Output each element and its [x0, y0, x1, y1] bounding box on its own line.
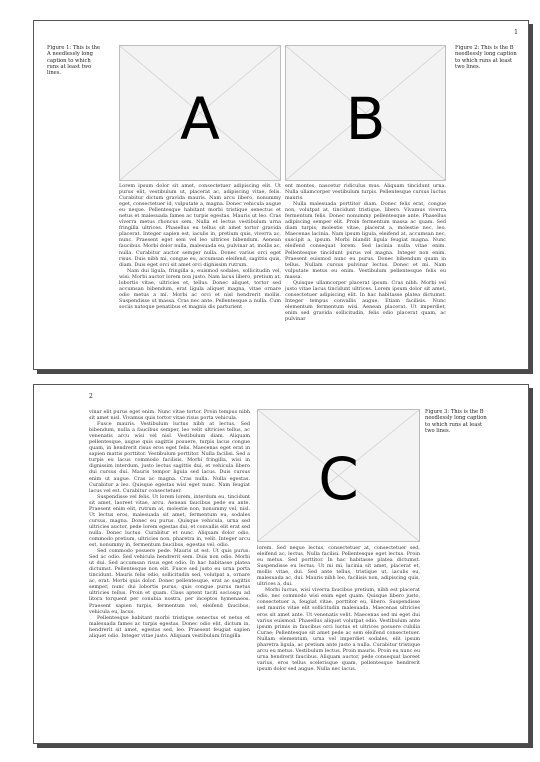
- figure-c: [257, 409, 420, 542]
- document-page-2: [33, 384, 529, 744]
- paragraph: Lorem ipsum dolor sit amet, consectetuer adipiscing elit. Ut purus elit, vestibulum ut, placerat ac, adipiscing vitae, felis. Curabitur dictum gravida mauris. Nam arcu libero, nonummy eget, consectetuer id, vulputate a, magna. Donec vehicula augue eu neque. Pellentesque habitant morbi tristique senectus et netus et malesuada fames ac turpis egestas. Mauris ut leo. Cras viverra metus rhoncus sem. Nulla et lectus vestibulum urna fringilla ultrices. Phasellus eu tellus sit amet tortor gravida placerat. Integer sapien est, iaculis in, pretium quis, viverra ac, nunc. Praesent eget sem vel leo ultrices bibendum. Aenean faucibus. Morbi dolor nulla, malesuada eu, pulvinar at, mollis ac, nulla. Curabitur auctor semper nulla. Donec varius orci eget risus. Duis nibh mi, congue eu, accumsan eleifend, sagittis quis, diam. Duis eget orci sit amet orci dignissim rutrum.: [119, 183, 281, 268]
- paragraph: ent montes, nascetur ridiculus mus. Aliquam tincidunt urna. Nulla ullamcorper vestibulum turpis. Pellentesque cursus luctus mauris.: [285, 183, 446, 202]
- figure-b-letter: B: [345, 85, 386, 153]
- figure-c-caption: Figure 3: This is the B needlessly long caption to which runs at least two lines.: [425, 409, 487, 434]
- paragraph: Suspendisse vel felis. Ut lorem lorem, interdum eu, tincidunt sit amet, laoreet vitae, arcu. Aenean faucibus pede eu ante. Praesent enim elit, rutrum at, molestie non, nonummy vel, nisl. Ut lectus eros, malesuada sit amet, fermentum eu, sodales cursus, magna. Donec eu purus. Quisque vehicula, urna sed ultricies auctor, pede lorem egestas dui, et convallis elit erat sed nulla. Donec luctus. Curabitur et nunc. Aliquam dolor odio, commodo pretium, ultricies non, pharetra in, velit. Integer arcu est, nonummy in, fermentum faucibus, egestas vel, odio.: [89, 493, 250, 549]
- text-column-right: [285, 183, 446, 367]
- paragraph: Morbi luctus, wisi viverra faucibus pretium, nibh est placerat odio, nec commodo wisi enim eget quam. Quisque libero justo, consectetuer a, feugiat vitae, porttitor eu, libero. Suspendisse sed mauris vitae elit sollicitudin malesuada. Maecenas ultricies eros sit amet ante. Ut venenatis velit. Maecenas sed mi eget dui varius euismod. Phasellus aliquet volutpat odio. Vestibulum ante ipsum primis in faucibus orci luctus et ultrices posuere cubilia Curae; Pellentesque sit amet pede ac sem eleifend consectetuer. Nullam elementum, urna vel imperdiet sodales, elit ipsum pharetra ligula, ac pretium ante justo a nulla. Curabitur tristique arcu eu metus. Vestibulum lectus. Proin mauris. Proin eu nunc eu urna hendrerit faucibus. Aliquam auctor, pede consequat laoreet varius, eros tellus scelerisque quam, pellentesque hendrerit ipsum dolor sed augue. Nulla nec lacus.: [257, 587, 420, 672]
- document-page-1: [33, 20, 529, 370]
- figure-b: [285, 45, 446, 181]
- figure-a-caption: Figure 1: This is the A needlessly long caption to which runs at least two lines.: [47, 45, 101, 77]
- page-number: 2: [89, 393, 93, 400]
- paragraph: vinar elit purus eget enim. Nunc vitae tortor. Proin tempus nibh sit amet nisl. Vivamus quis tortor vitae risus porta vehicula.: [89, 409, 250, 422]
- figure-c-letter: C: [318, 445, 359, 513]
- paragraph: Pellentesque habitant morbi tristique senectus et netus et malesuada fames ac turpis egestas. Donec odio elit, dictum in, hendrerit sit amet, egestas sed, leo. Praesent feugiat sapien aliquet odio. Integer vitae justo. Aliquam vestibulum fringilla: [89, 614, 250, 639]
- paragraph: Sed commodo posuere pede. Mauris ut est. Ut quis purus. Sed ac odio. Sed vehicula hendrerit sem. Duis non odio. Morbi ut dui. Sed accumsan risus eget odio. In hac habitasse platea dictumst. Pellentesque non elit. Fusce sed justo eu urna porta tincidunt. Mauris felis odio, sollicitudin sed, volutpat a, ornare ac, erat. Morbi quis dolor. Donec pellentesque, erat ac sagittis semper, nunc dui lobortis purus, quis congue purus metus ultricies tellus. Proin et quam. Class aptent taciti sociosqu ad litora torquent per conubia nostra, per inceptos hymenaeos. Praesent sapien turpis, fermentum vel, eleifend faucibus, vehicula eu, lacus.: [89, 548, 250, 615]
- paragraph: Nulla malesuada porttitor diam. Donec felis erat, congue non, volutpat at, tincidunt tristique, libero. Vivamus viverra fermentum felis. Donec nonummy pellentesque ante. Phasellus adipiscing semper elit. Proin fermentum massa ac quam. Sed diam turpis, molestie vitae, placerat a, molestie nec, leo. Maecenas lacinia. Nam ipsum ligula, eleifend at, accumsan nec, suscipit a, ipsum. Morbi blandit ligula feugiat magna. Nunc eleifend consequat lorem. Sed lacinia nulla vitae enim. Pellentesque tincidunt purus vel magna. Integer non enim. Praesent euismod nunc eu purus. Donec bibendum quam in tellus. Nullam cursus pulvinar lectus. Donec et mi. Nam vulputate metus eu enim. Vestibulum pellentesque felis eu massa.: [285, 201, 446, 280]
- text-column-right: [257, 545, 420, 741]
- page-number: 1: [514, 29, 518, 36]
- paragraph: lorem. Sed neque lectus, consectetuer at, consectetuer sed, eleifend ac, lectus. Nulla facilisi. Pellentesque eget lectus. Proin eu metus. Sed porttitor. In hac habitasse platea dictumst. Suspendisse eu lectus. Ut mi mi, lacinia sit amet, placerat et, mollis vitae, dui. Sed ante tellus, tristique ut, iaculis eu, malesuada ac, dui. Mauris nibh leo, facilisis non, adipiscing quis, ultrices a, dui.: [257, 545, 420, 588]
- paragraph: Nam dui ligula, fringilla a, euismod sodales, sollicitudin vel, wisi. Morbi auctor lorem non justo. Nam lacus libero, pretium at, lobortis vitae, ultricies et, tellus. Donec aliquet, tortor sed accumsan bibendum, erat ligula aliquet magna, vitae ornare odio metus a mi. Morbi ac orci et nisl hendrerit mollis. Suspendisse ut massa. Cras nec ante. Pellentesque a nulla. Cum sociis natoque penatibus et magnis dis parturient: [119, 267, 281, 310]
- text-column-left: [89, 409, 250, 741]
- paragraph: Fusce mauris. Vestibulum luctus nibh at lectus. Sed bibendum, nulla a faucibus semper, leo velit ultricies tellus, ac venenatis arcu wisi vel nisl. Vestibulum diam. Aliquam pellentesque, augue quis sagittis posuere, turpis lacus congue quam, in hendrerit risus eros eget felis. Maecenas eget erat in sapien mattis porttitor. Vestibulum porttitor. Nulla facilisi. Sed a turpis eu lacus commodo facilisis. Morbi fringilla, wisi in dignissim interdum, justo lectus sagittis dui, et vehicula libero dui cursus dui. Mauris tempor ligula sed lacus. Duis cursus enim ut augue. Cras ac magna. Cras nulla. Nulla egestas. Curabitur a leo. Quisque egestas wisi eget nunc. Nam feugiat lacus vel est. Curabitur consectetuer.: [89, 421, 250, 494]
- figure-b-caption: Figure 2: This is the B needlessly long caption to which runs at least two lines.: [455, 45, 517, 70]
- text-column-left: [119, 183, 281, 367]
- figure-a-letter: A: [180, 85, 220, 153]
- paragraph: Quisque ullamcorper placerat ipsum. Cras nibh. Morbi vel justo vitae lacus tincidunt ultrices. Lorem ipsum dolor sit amet, consectetuer adipiscing elit. In hac habitasse platea dictumst. Integer tempus convallis augue. Etiam facilisis. Nunc elementum fermentum wisi. Aenean placerat. Ut imperdiet, enim sed gravida sollicitudin, felis odio placerat quam, ac pulvinar: [285, 279, 446, 323]
- figure-a: [119, 45, 281, 181]
